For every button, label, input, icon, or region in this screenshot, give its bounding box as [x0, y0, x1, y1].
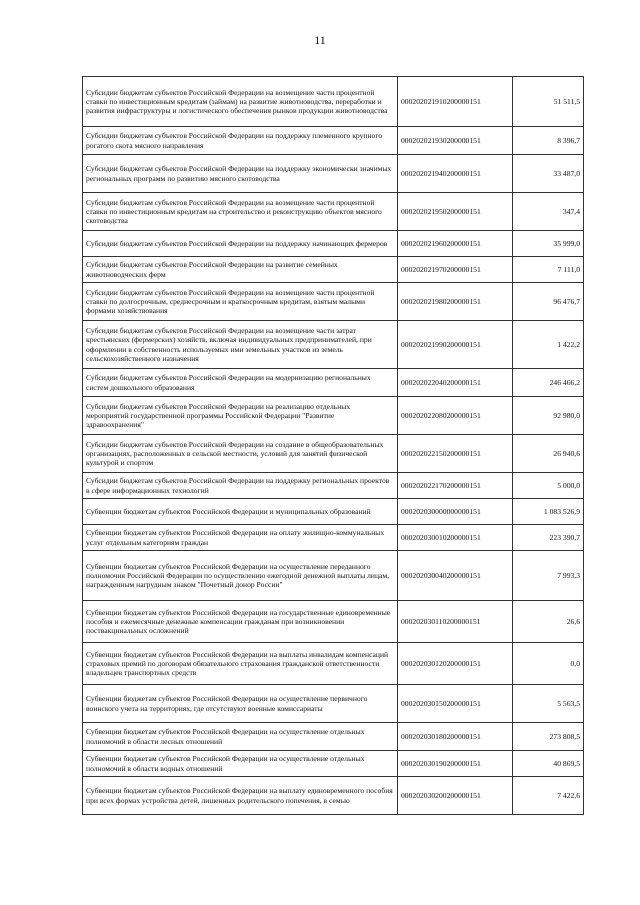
row-description: Субсидии бюджетам субъектов Российской Федерации на возмещение части процентной ставки по долгосрочным, среднесрочным и краткосрочным кредитам, взятым малыми формами хозяйствования [83, 283, 398, 321]
row-code: 000202030110200000151 [398, 601, 513, 643]
row-amount: 7 993,3 [513, 551, 584, 601]
row-description: Субсидии бюджетам субъектов Российской Федерации на возмещение части процентной ставки по инвестиционным кредитам (займам) на развитие животноводства, переработки и развития инфраструктуры и логистического обеспечения рынков продукции животноводства [83, 77, 398, 127]
row-code: 000202021910200000151 [398, 77, 513, 127]
row-description: Субсидии бюджетам субъектов Российской Федерации на возмещение части процентной ставки по инвестиционным кредитам на строительство и реконструкцию объектов мясного скотоводства [83, 193, 398, 231]
table-row [83, 751, 584, 777]
row-amount: 26 940,6 [513, 435, 584, 473]
row-amount: 33 487,0 [513, 155, 584, 193]
row-amount: 35 999,0 [513, 231, 584, 257]
row-amount: 246 466,2 [513, 369, 584, 397]
row-amount: 51 511,5 [513, 77, 584, 127]
row-amount: 8 396,7 [513, 127, 584, 155]
row-description: Субвенции бюджетам субъектов Российской Федерации и муниципальных образований [83, 499, 398, 525]
table-row [83, 601, 584, 643]
row-code: 000202030180200000151 [398, 723, 513, 751]
row-code: 000202021940200000151 [398, 155, 513, 193]
table-row [83, 397, 584, 435]
table-row [83, 777, 584, 815]
row-amount: 1 422,2 [513, 321, 584, 369]
table-row [83, 231, 584, 257]
table-row [83, 321, 584, 369]
row-code: 000202030200200000151 [398, 777, 513, 815]
row-code: 000202021950200000151 [398, 193, 513, 231]
row-description: Субсидии бюджетам субъектов Российской Федерации на поддержку региональных проектов в сфере информационных технологий [83, 473, 398, 499]
table-row [83, 685, 584, 723]
row-description: Субвенции бюджетам субъектов Российской Федерации на государственные единовременные пособия и ежемесячные денежные компенсации гражданам при возникновении поствакцинальных осложнений [83, 601, 398, 643]
budget-table [82, 76, 584, 815]
row-amount: 0,0 [513, 643, 584, 685]
table-row [83, 723, 584, 751]
budget-table-body [83, 77, 584, 815]
row-description: Субсидии бюджетам субъектов Российской Федерации на поддержку начинающих фермеров [83, 231, 398, 257]
row-code: 000202030010200000151 [398, 525, 513, 551]
row-description: Субвенции бюджетам субъектов Российской Федерации на осуществление первичного воинского учета на территориях, где отсутствуют военные комиссариаты [83, 685, 398, 723]
row-amount: 92 980,0 [513, 397, 584, 435]
row-code: 000202022170200000151 [398, 473, 513, 499]
table-row [83, 257, 584, 283]
row-amount: 7 422,6 [513, 777, 584, 815]
row-description: Субсидии бюджетам субъектов Российской Федерации на поддержку экономически значимых региональных программ по развитию мясного скотоводства [83, 155, 398, 193]
row-description: Субсидии бюджетам субъектов Российской Федерации на возмещение части затрат крестьянских (фермерских) хозяйств, включая индивидуальных предпринимателей, при оформлении в собственность используемых ими земельных участков из земель сельскохозяйственного назначения [83, 321, 398, 369]
row-amount: 5 563,5 [513, 685, 584, 723]
row-code: 000202030190200000151 [398, 751, 513, 777]
row-amount: 273 808,5 [513, 723, 584, 751]
table-row [83, 369, 584, 397]
row-code: 000202022040200000151 [398, 369, 513, 397]
row-amount: 1 083 526,9 [513, 499, 584, 525]
row-code: 000202030000000000151 [398, 499, 513, 525]
table-row [83, 127, 584, 155]
row-code: 000202022080200000151 [398, 397, 513, 435]
row-code: 000202021990200000151 [398, 321, 513, 369]
row-code: 000202030120200000151 [398, 643, 513, 685]
table-row [83, 77, 584, 127]
row-description: Субвенции бюджетам субъектов Российской Федерации на выплату единовременного пособия при всех формах устройства детей, лишенных родительского попечения, в семью [83, 777, 398, 815]
row-amount: 7 111,0 [513, 257, 584, 283]
table-row [83, 499, 584, 525]
row-description: Субвенции бюджетам субъектов Российской Федерации на осуществление переданного полномочия Российской Федерации по осуществлению ежегодной денежной выплаты лицам, награжденным нагрудным знаком "Почетный донор России" [83, 551, 398, 601]
page-number: 11 [314, 33, 326, 47]
row-amount: 26,6 [513, 601, 584, 643]
table-row [83, 283, 584, 321]
row-description: Субсидии бюджетам субъектов Российской Федерации на реализацию отдельных мероприятий государственной программы Российской Федерации "Развитие здравоохранения" [83, 397, 398, 435]
table-row [83, 435, 584, 473]
row-description: Субвенции бюджетам субъектов Российской Федерации на осуществление отдельных полномочий в области лесных отношений [83, 723, 398, 751]
row-amount: 40 869,5 [513, 751, 584, 777]
table-row [83, 643, 584, 685]
row-description: Субвенции бюджетам субъектов Российской Федерации на оплату жилищно-коммунальных услуг отдельным категориям граждан [83, 525, 398, 551]
row-code: 000202030040200000151 [398, 551, 513, 601]
row-description: Субвенции бюджетам субъектов Российской Федерации на выплаты инвалидам компенсаций страховых премий по договорам обязательного страхования гражданской ответственности владельцев транспортных средств [83, 643, 398, 685]
row-description: Субсидии бюджетам субъектов Российской Федерации на развитие семейных животноводческих ферм [83, 257, 398, 283]
row-amount: 96 476,7 [513, 283, 584, 321]
row-code: 000202021980200000151 [398, 283, 513, 321]
row-description: Субсидии бюджетам субъектов Российской Федерации на поддержку племенного крупного рогатого скота мясного направления [83, 127, 398, 155]
row-description: Субсидии бюджетам субъектов Российской Федерации на модернизацию региональных систем дошкольного образования [83, 369, 398, 397]
table-row [83, 551, 584, 601]
row-description: Субвенции бюджетам субъектов Российской Федерации на осуществление отдельных полномочий в области водных отношений [83, 751, 398, 777]
row-amount: 5 000,0 [513, 473, 584, 499]
row-code: 000202021960200000151 [398, 231, 513, 257]
table-row [83, 473, 584, 499]
table-row [83, 525, 584, 551]
table-row [83, 155, 584, 193]
row-description: Субсидии бюджетам субъектов Российской Федерации на создание в общеобразовательных организациях, расположенных в сельской местности, условий для занятий физической культурой и спортом [83, 435, 398, 473]
row-amount: 347,4 [513, 193, 584, 231]
row-code: 000202021930200000151 [398, 127, 513, 155]
row-code: 000202030150200000151 [398, 685, 513, 723]
table-row [83, 193, 584, 231]
row-code: 000202021970200000151 [398, 257, 513, 283]
row-code: 000202022150200000151 [398, 435, 513, 473]
row-amount: 223 390,7 [513, 525, 584, 551]
